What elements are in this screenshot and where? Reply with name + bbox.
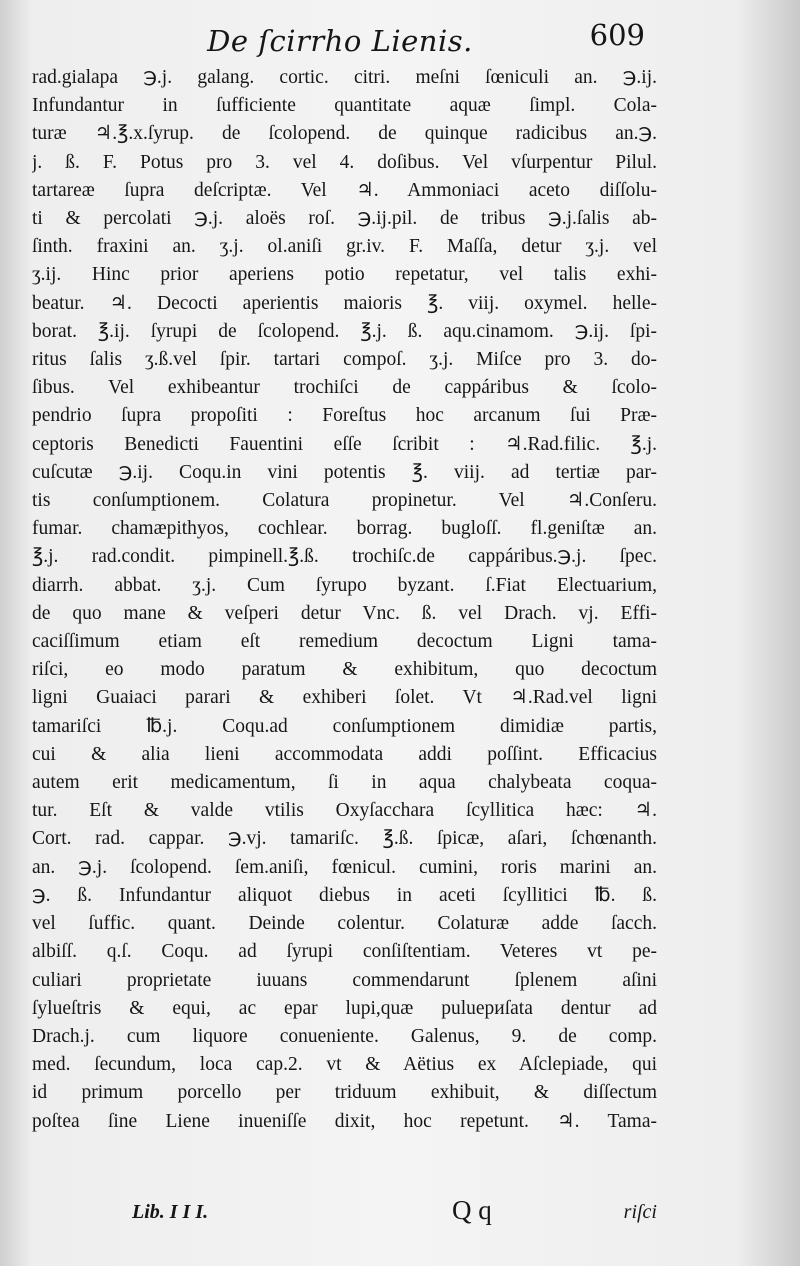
text-line: culiari proprietate iuuans commendarunt ſplenem aſini [32,969,657,991]
text-line: ſibus. Vel exhibeantur trochiſci de cappáribus & ſcolo- [32,377,657,399]
text-line: Infundantur in ſufficiente quantitate aquæ ſimpl. Cola- [32,95,657,117]
text-line: ceptoris Benedicti Fauentini eſſe ſcribit : ♃.Rad.filic. ℥.j. [32,433,657,455]
text-line: caciſſimum etiam eſt remedium decoctum Ligni tama- [32,631,657,653]
text-line: vel ſuffic. quant. Deinde colentur. Colaturæ adde ſacch. [32,913,657,935]
text-line: albiſſ. q.ſ. Coqu. ad ſyrupi conſiſtentiam. Veteres vt pe- [32,941,657,963]
text-line: turæ ♃.℥.x.ſyrup. de ſcolopend. de quinque radicibus an.℈. [32,123,657,145]
text-line: ligni Guaiaci parari & exhiberi ſolet. Vt ♃.Rad.vel ligni [32,687,657,709]
text-line: diarrh. abbat. ʒ.j. Cum ſyrupo byzant. ſ.Fiat Electuarium, [32,574,657,596]
text-line: ℥.j. rad.condit. pimpinell.℥.ß. trochiſc.de cappáribus.℈.j. ſpec. [32,546,657,568]
text-line: borat. ℥.ij. ſyrupi de ſcolopend. ℥.j. ß. aqu.cinamom. ℈.ij. ſpi- [32,320,657,342]
catchword: riſci [623,1201,657,1223]
text-line: fumar. chamæpithyos, cochlear. borrag. bugloſſ. fl.geniſtæ an. [32,518,657,540]
text-line: pendrio ſupra propoſiti : Foreſtus hoc arcanum ſui Præ- [32,405,657,427]
body-text [32,64,657,1136]
text-line: rad.gialapa ℈.j. galang. cortic. citri. meſni ſœniculi an. ℈.ij. [32,67,657,88]
text-line: tur. Eſt & valde vtilis Oxyſacchara ſcyllitica hæc: ♃. [32,800,657,822]
text-line: tis conſumptionem. Colatura propinetur. Vel ♃.Conſeru. [32,490,657,512]
text-line: ſylueſtris & equi, ac epar lupi,quæ puluериſata dentur ad [32,997,657,1019]
text-line: j. ß. F. Potus pro 3. vel 4. doſibus. Vel vſurpentur Pilul. [32,151,657,173]
text-line: Cort. rad. cappar. ℈.vj. tamariſc. ℥.ß. ſpicæ, aſari, ſchœnanth. [32,828,657,850]
text-line: med. ſecundum, loca cap.2. vt & Aëtius ex Aſclepiade, qui [32,1054,657,1076]
page-number: 609 [589,18,645,52]
text-line: riſci, eo modo paratum & exhibitum, quo decoctum [32,659,657,681]
text-line: tartareæ ſupra deſcriptæ. Vel ♃. Ammoniaci aceto diſſolu- [32,179,657,201]
text-line: ℈. ß. Infundantur aliquot diebus in aceti ſcyllitici ℔. ß. [32,884,657,906]
text-line: cuſcutæ ℈.ij. Coqu.in vini potentis ℥. viij. ad tertiæ par- [32,461,657,483]
sheet-mark: Q q [452,1195,492,1225]
text-line: beatur. ♃. Decocti aperientis maioris ℥. viij. oxymel. helle- [32,292,657,314]
running-head: De ſcirrho Lienis. [207,24,473,58]
text-line: autem erit medicamentum, ſi in aqua chalybeata coqua- [32,772,657,794]
text-line: tamariſci ℔.j. Coqu.ad conſumptionem dimidiæ partis, [32,715,657,737]
text-line: cui & alia lieni accommodata addi poſſint. Efficacius [32,743,657,765]
text-line: id primum porcello per triduum exhibuit, & diſſectum [32,1082,657,1104]
text-line: ʒ.ij. Hinc prior aperiens potio repetatur, vel talis exhi- [32,264,657,286]
text-line: ritus ſalis ʒ.ß.vel ſpir. tartari compoſ. ʒ.j. Miſce pro 3. do- [32,349,657,371]
text-line: de quo mane & veſperi detur Vnc. ß. vel Drach. vj. Effi- [32,602,657,624]
text-line: an. ℈.j. ſcolopend. ſem.aniſi, fœnicul. cumini, roris marini an. [32,856,657,878]
text-line: Drach.j. cum liquore conueniente. Galenus, 9. de comp. [32,1025,657,1047]
text-line: ti & percolati ℈.j. aloës roſ. ℈.ij.pil. de tribus ℈.j.ſalis ab- [32,208,657,230]
book-signature: Lib. I I I. [132,1201,209,1223]
text-line: poſtea ſine Liene inueniſſe dixit, hoc repetunt. ♃. Tama- [32,1110,657,1132]
page-footer [32,1195,657,1231]
text-line: ſinth. fraxini an. ʒ.j. ol.aniſi gr.iv. F. Maſſa, detur ʒ.j. vel [32,236,657,258]
